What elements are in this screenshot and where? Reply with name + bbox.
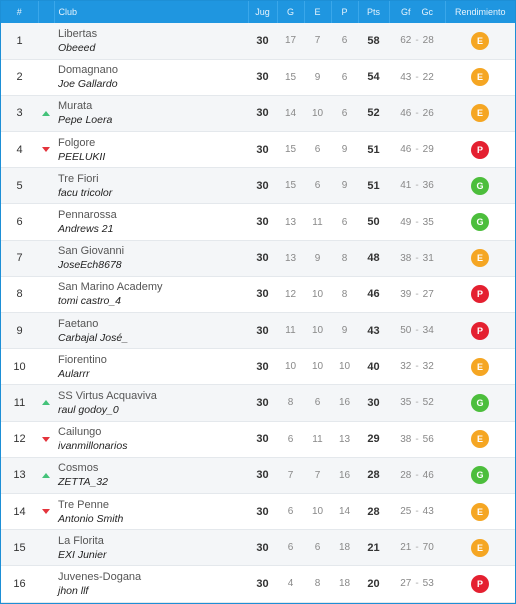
trend-cell	[38, 566, 54, 602]
drawn: 10	[304, 493, 331, 529]
coach-name[interactable]: Aularrr	[58, 367, 90, 380]
goals-separator: -	[415, 71, 419, 83]
won: 10	[277, 349, 304, 385]
table-row[interactable]	[1, 95, 515, 131]
goals-for: 28	[400, 469, 412, 481]
rendimiento-badge[interactable]: P	[471, 575, 489, 593]
goals	[389, 204, 445, 240]
table-row[interactable]	[1, 313, 515, 349]
goals-for: 27	[400, 578, 412, 590]
rendimiento-badge[interactable]: E	[471, 249, 489, 267]
goals	[389, 95, 445, 131]
rendimiento-cell	[445, 566, 515, 602]
position: 13	[1, 457, 38, 493]
table-row[interactable]	[1, 457, 515, 493]
header-gf: Gf	[400, 7, 411, 17]
lost: 18	[331, 566, 358, 602]
team-name[interactable]: Juvenes-Dogana	[58, 570, 142, 583]
trend-cell	[38, 313, 54, 349]
position: 1	[1, 23, 38, 59]
trend-cell	[38, 240, 54, 276]
drawn: 6	[304, 132, 331, 168]
drawn: 7	[304, 457, 331, 493]
rendimiento-badge[interactable]: G	[471, 394, 489, 412]
lost: 9	[331, 313, 358, 349]
table-row[interactable]	[1, 385, 515, 421]
table-row[interactable]	[1, 132, 515, 168]
team-name[interactable]: Cosmos	[58, 462, 99, 475]
team-name[interactable]: Pennarossa	[58, 209, 117, 222]
trend-up-icon	[42, 473, 50, 478]
goals-separator: -	[415, 433, 419, 445]
goals-for: 39	[400, 288, 412, 300]
lost: 16	[331, 457, 358, 493]
won: 13	[277, 204, 304, 240]
coach-name[interactable]: Antonio Smith	[58, 512, 124, 525]
rendimiento-badge[interactable]: G	[471, 177, 489, 195]
team-name[interactable]: San Marino Academy	[58, 281, 163, 294]
goals-separator: -	[415, 216, 419, 228]
won: 7	[277, 457, 304, 493]
won: 4	[277, 566, 304, 602]
club-cell[interactable]	[54, 168, 248, 204]
points: 54	[358, 59, 389, 95]
won: 6	[277, 493, 304, 529]
goals-separator: -	[415, 144, 419, 156]
won: 15	[277, 132, 304, 168]
rendimiento-badge[interactable]: E	[471, 539, 489, 557]
lost: 6	[331, 59, 358, 95]
header-gc: Gc	[421, 7, 434, 17]
coach-name[interactable]: jhon llf	[58, 584, 89, 597]
rendimiento-badge[interactable]: E	[471, 68, 489, 86]
goals-separator: -	[415, 180, 419, 192]
goals	[389, 313, 445, 349]
table-row[interactable]	[1, 566, 515, 602]
table-row[interactable]	[1, 23, 515, 59]
coach-name[interactable]: Joe Gallardo	[58, 78, 118, 91]
won: 6	[277, 530, 304, 566]
rendimiento-cell	[445, 385, 515, 421]
position: 8	[1, 276, 38, 312]
position: 15	[1, 530, 38, 566]
played: 30	[248, 566, 277, 602]
coach-name[interactable]: raul godoy_0	[58, 403, 119, 416]
lost: 14	[331, 493, 358, 529]
goals-for: 46	[400, 144, 412, 156]
drawn: 10	[304, 276, 331, 312]
goals	[389, 566, 445, 602]
trend-cell	[38, 95, 54, 131]
coach-name[interactable]: PEELUKII	[58, 150, 106, 163]
drawn: 10	[304, 95, 331, 131]
standings-table	[1, 1, 515, 603]
header-jug[interactable]: Jug	[248, 1, 277, 23]
won: 15	[277, 168, 304, 204]
position: 10	[1, 349, 38, 385]
played: 30	[248, 95, 277, 131]
points: 51	[358, 132, 389, 168]
won: 14	[277, 95, 304, 131]
club-cell[interactable]	[54, 349, 248, 385]
won: 13	[277, 240, 304, 276]
goals-separator: -	[415, 397, 419, 409]
position: 2	[1, 59, 38, 95]
lost: 16	[331, 385, 358, 421]
rendimiento-badge[interactable]: P	[471, 322, 489, 340]
goals-separator: -	[415, 542, 419, 554]
drawn: 10	[304, 349, 331, 385]
played: 30	[248, 59, 277, 95]
lost: 13	[331, 421, 358, 457]
team-name[interactable]: SS Virtus Acquaviva	[58, 389, 157, 402]
coach-name[interactable]: JoseEch8678	[58, 259, 122, 272]
lost: 8	[331, 276, 358, 312]
club-cell[interactable]	[54, 23, 248, 59]
position: 11	[1, 385, 38, 421]
goals-for: 35	[400, 397, 412, 409]
position: 5	[1, 168, 38, 204]
goals-for: 49	[400, 216, 412, 228]
table-row[interactable]	[1, 530, 515, 566]
position: 12	[1, 421, 38, 457]
trend-cell	[38, 168, 54, 204]
goals	[389, 385, 445, 421]
team-name[interactable]: Folgore	[58, 136, 96, 149]
goals-against: 29	[422, 144, 434, 156]
coach-name[interactable]: ZETTA_32	[58, 476, 108, 489]
played: 30	[248, 276, 277, 312]
rendimiento-cell	[445, 276, 515, 312]
played: 30	[248, 132, 277, 168]
team-name[interactable]: Fiorentino	[58, 353, 107, 366]
coach-name[interactable]: Pepe Loera	[58, 114, 113, 127]
won: 11	[277, 313, 304, 349]
table-row[interactable]	[1, 168, 515, 204]
played: 30	[248, 349, 277, 385]
goals-separator: -	[415, 325, 419, 337]
position: 7	[1, 240, 38, 276]
rendimiento-badge[interactable]: E	[471, 32, 489, 50]
goals-for: 38	[400, 433, 412, 445]
drawn: 6	[304, 530, 331, 566]
team-name[interactable]: Tre Fiori	[58, 172, 99, 185]
drawn: 9	[304, 59, 331, 95]
goals-separator: -	[415, 107, 419, 119]
goals-separator: -	[415, 506, 419, 518]
lost: 6	[331, 95, 358, 131]
team-name[interactable]: San Giovanni	[58, 245, 125, 258]
drawn: 10	[304, 313, 331, 349]
club-cell[interactable]	[54, 276, 248, 312]
points: 29	[358, 421, 389, 457]
points: 43	[358, 313, 389, 349]
table-row[interactable]	[1, 204, 515, 240]
club-cell[interactable]	[54, 240, 248, 276]
goals-for: 38	[400, 252, 412, 264]
trend-down-icon	[42, 437, 50, 442]
team-name[interactable]: Tre Penne	[58, 498, 109, 511]
rendimiento-badge[interactable]: G	[471, 466, 489, 484]
goals-against: 31	[422, 252, 434, 264]
points: 28	[358, 457, 389, 493]
lost: 10	[331, 349, 358, 385]
drawn: 6	[304, 385, 331, 421]
points: 30	[358, 385, 389, 421]
position: 3	[1, 95, 38, 131]
rendimiento-badge[interactable]: E	[471, 358, 489, 376]
points: 48	[358, 240, 389, 276]
position: 6	[1, 204, 38, 240]
points: 20	[358, 566, 389, 602]
rendimiento-cell	[445, 530, 515, 566]
played: 30	[248, 385, 277, 421]
coach-name[interactable]: EXI Junier	[58, 548, 107, 561]
goals-for: 32	[400, 361, 412, 373]
trend-cell	[38, 23, 54, 59]
table-header	[1, 1, 515, 23]
drawn: 11	[304, 204, 331, 240]
points: 21	[358, 530, 389, 566]
rendimiento-cell	[445, 132, 515, 168]
goals	[389, 421, 445, 457]
rendimiento-badge[interactable]: E	[471, 430, 489, 448]
coach-name[interactable]: ivanmillonarios	[58, 440, 128, 453]
rendimiento-cell	[445, 457, 515, 493]
team-name[interactable]: La Florita	[58, 534, 104, 547]
rendimiento-cell	[445, 349, 515, 385]
goals-for: 25	[400, 506, 412, 518]
points: 28	[358, 493, 389, 529]
rendimiento-cell	[445, 168, 515, 204]
trend-cell	[38, 349, 54, 385]
goals-separator: -	[415, 361, 419, 373]
drawn: 6	[304, 168, 331, 204]
won: 17	[277, 23, 304, 59]
goals-for: 46	[400, 107, 412, 119]
goals-against: 32	[422, 361, 434, 373]
rendimiento-cell	[445, 23, 515, 59]
drawn: 7	[304, 23, 331, 59]
header-club[interactable]: Club	[54, 1, 248, 23]
rendimiento-cell	[445, 95, 515, 131]
club-cell[interactable]	[54, 385, 248, 421]
goals-separator: -	[415, 288, 419, 300]
rendimiento-cell	[445, 204, 515, 240]
team-name[interactable]: Faetano	[58, 317, 99, 330]
points: 50	[358, 204, 389, 240]
trend-cell	[38, 530, 54, 566]
goals	[389, 493, 445, 529]
goals-against: 27	[422, 288, 434, 300]
drawn: 8	[304, 566, 331, 602]
goals-against: 52	[422, 397, 434, 409]
coach-name[interactable]: Carbajal José_	[58, 331, 129, 344]
goals-for: 62	[400, 35, 412, 47]
table-row[interactable]	[1, 421, 515, 457]
played: 30	[248, 240, 277, 276]
goals	[389, 530, 445, 566]
table-row[interactable]	[1, 276, 515, 312]
played: 30	[248, 421, 277, 457]
goals-separator: -	[415, 578, 419, 590]
trend-cell	[38, 421, 54, 457]
rendimiento-badge[interactable]: P	[471, 285, 489, 303]
trend-cell	[38, 204, 54, 240]
won: 6	[277, 421, 304, 457]
header-e[interactable]: E	[304, 1, 331, 23]
goals-against: 70	[422, 542, 434, 554]
header-p[interactable]: P	[331, 1, 358, 23]
goals-for: 21	[400, 542, 412, 554]
goals	[389, 276, 445, 312]
played: 30	[248, 493, 277, 529]
rendimiento-badge[interactable]: E	[471, 104, 489, 122]
table-row[interactable]	[1, 493, 515, 529]
club-cell[interactable]	[54, 421, 248, 457]
club-cell[interactable]	[54, 457, 248, 493]
points: 51	[358, 168, 389, 204]
won: 15	[277, 59, 304, 95]
rendimiento-badge[interactable]: P	[471, 141, 489, 159]
won: 8	[277, 385, 304, 421]
rendimiento-cell	[445, 313, 515, 349]
goals-against: 34	[422, 325, 434, 337]
team-name[interactable]: Libertas	[58, 27, 98, 40]
points: 40	[358, 349, 389, 385]
goals-separator: -	[415, 35, 419, 47]
coach-name[interactable]: Obeeed	[58, 41, 96, 54]
goals-against: 43	[422, 506, 434, 518]
goals-against: 53	[422, 578, 434, 590]
goals	[389, 59, 445, 95]
club-cell[interactable]	[54, 204, 248, 240]
team-name[interactable]: Cailungo	[58, 426, 102, 439]
club-cell[interactable]	[54, 313, 248, 349]
trend-cell	[38, 385, 54, 421]
header-trend	[38, 1, 54, 23]
rendimiento-badge[interactable]: E	[471, 503, 489, 521]
club-cell[interactable]	[54, 530, 248, 566]
played: 30	[248, 457, 277, 493]
table-row[interactable]	[1, 240, 515, 276]
trend-down-icon	[42, 509, 50, 514]
rendimiento-cell	[445, 59, 515, 95]
goals-against: 35	[422, 216, 434, 228]
rendimiento-cell	[445, 240, 515, 276]
table-row[interactable]	[1, 59, 515, 95]
goals-against: 36	[422, 180, 434, 192]
goals-separator: -	[415, 469, 419, 481]
goals-for: 43	[400, 71, 412, 83]
club-cell[interactable]	[54, 493, 248, 529]
points: 58	[358, 23, 389, 59]
header-pts[interactable]: Pts	[358, 1, 389, 23]
played: 30	[248, 313, 277, 349]
rendimiento-badge[interactable]: G	[471, 213, 489, 231]
goals-for: 41	[400, 180, 412, 192]
position: 9	[1, 313, 38, 349]
trend-cell	[38, 276, 54, 312]
points: 46	[358, 276, 389, 312]
lost: 8	[331, 240, 358, 276]
trend-cell	[38, 493, 54, 529]
played: 30	[248, 168, 277, 204]
goals	[389, 132, 445, 168]
lost: 6	[331, 204, 358, 240]
points: 52	[358, 95, 389, 131]
played: 30	[248, 204, 277, 240]
goals-against: 46	[422, 469, 434, 481]
team-name[interactable]: Domagnano	[58, 64, 118, 77]
coach-name[interactable]: facu tricolor	[58, 186, 113, 199]
goals-separator: -	[415, 252, 419, 264]
goals	[389, 23, 445, 59]
lost: 18	[331, 530, 358, 566]
played: 30	[248, 23, 277, 59]
drawn: 11	[304, 421, 331, 457]
goals	[389, 349, 445, 385]
table-row[interactable]	[1, 349, 515, 385]
club-cell[interactable]	[54, 132, 248, 168]
coach-name[interactable]: tomi castro_4	[58, 295, 122, 308]
rendimiento-cell	[445, 421, 515, 457]
trend-down-icon	[42, 147, 50, 152]
goals-against: 56	[422, 433, 434, 445]
header-rendimiento[interactable]: Rendimiento	[454, 7, 506, 17]
club-cell[interactable]	[54, 95, 248, 131]
drawn: 9	[304, 240, 331, 276]
goals	[389, 457, 445, 493]
goals-for: 50	[400, 325, 412, 337]
trend-cell	[38, 132, 54, 168]
header-pos[interactable]: #	[1, 1, 38, 23]
team-name[interactable]: Murata	[58, 100, 93, 113]
goals-against: 26	[422, 107, 434, 119]
club-cell[interactable]	[54, 59, 248, 95]
coach-name[interactable]: Andrews 21	[58, 223, 114, 236]
lost: 6	[331, 23, 358, 59]
trend-cell	[38, 59, 54, 95]
goals-against: 22	[422, 71, 434, 83]
trend-up-icon	[42, 400, 50, 405]
won: 12	[277, 276, 304, 312]
trend-cell	[38, 457, 54, 493]
position: 16	[1, 566, 38, 602]
trend-up-icon	[42, 111, 50, 116]
rendimiento-cell	[445, 493, 515, 529]
position: 14	[1, 493, 38, 529]
goals	[389, 240, 445, 276]
header-goals[interactable]	[389, 1, 445, 23]
position: 4	[1, 132, 38, 168]
goals	[389, 168, 445, 204]
goals-against: 28	[422, 35, 434, 47]
lost: 9	[331, 168, 358, 204]
lost: 9	[331, 132, 358, 168]
played: 30	[248, 530, 277, 566]
header-g[interactable]: G	[277, 1, 304, 23]
club-cell[interactable]	[54, 566, 248, 602]
